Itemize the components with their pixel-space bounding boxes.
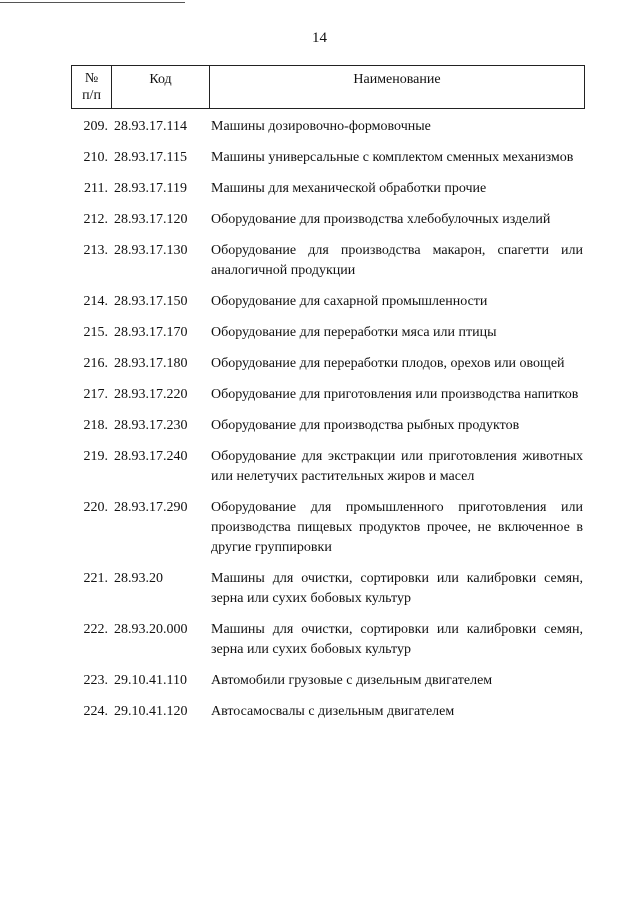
row-name: Оборудование для экстракции или приготовления животных или нелетучих растительных жиров и масел <box>211 449 583 484</box>
row-number: 223. <box>83 673 108 688</box>
row-number: 224. <box>83 704 108 719</box>
header-num-line1: № <box>84 71 99 86</box>
row-number: 219. <box>83 449 108 464</box>
row-name: Оборудование для приготовления или производства напитков <box>211 387 579 402</box>
row-code: 28.93.17.150 <box>114 294 188 309</box>
row-name: Автосамосвалы с дизельным двигателем <box>211 704 455 719</box>
row-number: 210. <box>83 150 108 165</box>
row-name: Машины дозировочно-формовочные <box>211 119 431 134</box>
header-code: Код <box>112 66 210 108</box>
row-code: 28.93.17.120 <box>114 212 188 227</box>
row-name: Машины универсальные с комплектом сменных механизмов <box>211 150 574 165</box>
row-code: 28.93.17.290 <box>114 500 188 515</box>
row-number: 217. <box>83 387 108 402</box>
row-name: Оборудование для переработки мяса или птицы <box>211 325 497 340</box>
row-code: 29.10.41.120 <box>114 704 188 719</box>
table-row <box>71 210 585 230</box>
table-row <box>71 148 585 168</box>
row-code: 28.93.17.130 <box>114 243 188 258</box>
table-row <box>71 292 585 312</box>
row-name: Автомобили грузовые с дизельным двигателем <box>211 673 493 688</box>
row-name: Машины для очистки, сортировки или калибровки семян, зерна или сухих бобовых культур <box>211 571 583 606</box>
row-number: 214. <box>83 294 108 309</box>
table-row <box>71 620 585 660</box>
table-row <box>71 671 585 691</box>
table-header <box>71 65 585 109</box>
row-number: 220. <box>83 500 108 515</box>
row-code: 28.93.17.170 <box>114 325 188 340</box>
row-number: 221. <box>83 571 108 586</box>
table-row <box>71 117 585 137</box>
row-code: 28.93.20 <box>114 571 163 586</box>
row-name: Оборудование для промышленного приготовления или производства пищевых продуктов прочее, не включенное в другие группировки <box>211 500 583 555</box>
table-row <box>71 447 585 487</box>
table-row <box>71 569 585 609</box>
page-number: 14 <box>312 30 327 46</box>
row-number: 215. <box>83 325 108 340</box>
row-number: 211. <box>84 181 108 196</box>
table-body <box>71 117 585 733</box>
table-row <box>71 354 585 374</box>
row-number: 209. <box>83 119 108 134</box>
row-code: 28.93.17.220 <box>114 387 188 402</box>
row-name: Оборудование для производства рыбных продуктов <box>211 418 520 433</box>
row-code: 28.93.20.000 <box>114 622 188 637</box>
row-code: 28.93.17.115 <box>114 150 187 165</box>
row-name: Оборудование для производства хлебобулочных изделий <box>211 212 551 227</box>
row-number: 213. <box>83 243 108 258</box>
header-name: Наименование <box>353 72 441 87</box>
row-name: Оборудование для сахарной промышленности <box>211 294 488 309</box>
table-row <box>71 241 585 281</box>
row-number: 222. <box>83 622 108 637</box>
table-row <box>71 498 585 558</box>
row-number: 218. <box>83 418 108 433</box>
row-code: 28.93.17.230 <box>114 418 188 433</box>
row-name: Машины для механической обработки прочие <box>211 181 487 196</box>
row-code: 28.93.17.240 <box>114 449 188 464</box>
table-row <box>71 416 585 436</box>
row-name: Оборудование для переработки плодов, орехов или овощей <box>211 356 565 371</box>
row-code: 28.93.17.114 <box>114 119 187 134</box>
row-number: 216. <box>83 356 108 371</box>
header-num <box>72 66 112 108</box>
header-num-line2: п/п <box>82 88 101 103</box>
row-number: 212. <box>83 212 108 227</box>
row-name: Машины для очистки, сортировки или калибровки семян, зерна или сухих бобовых культур <box>211 622 583 657</box>
table-row <box>71 385 585 405</box>
row-name: Оборудование для производства макарон, спагетти или аналогичной продукции <box>211 243 583 278</box>
row-code: 29.10.41.110 <box>114 673 187 688</box>
table-row <box>71 179 585 199</box>
row-code: 28.93.17.180 <box>114 356 188 371</box>
row-code: 28.93.17.119 <box>114 181 187 196</box>
top-rule <box>0 2 185 3</box>
table-row <box>71 702 585 722</box>
table-row <box>71 323 585 343</box>
